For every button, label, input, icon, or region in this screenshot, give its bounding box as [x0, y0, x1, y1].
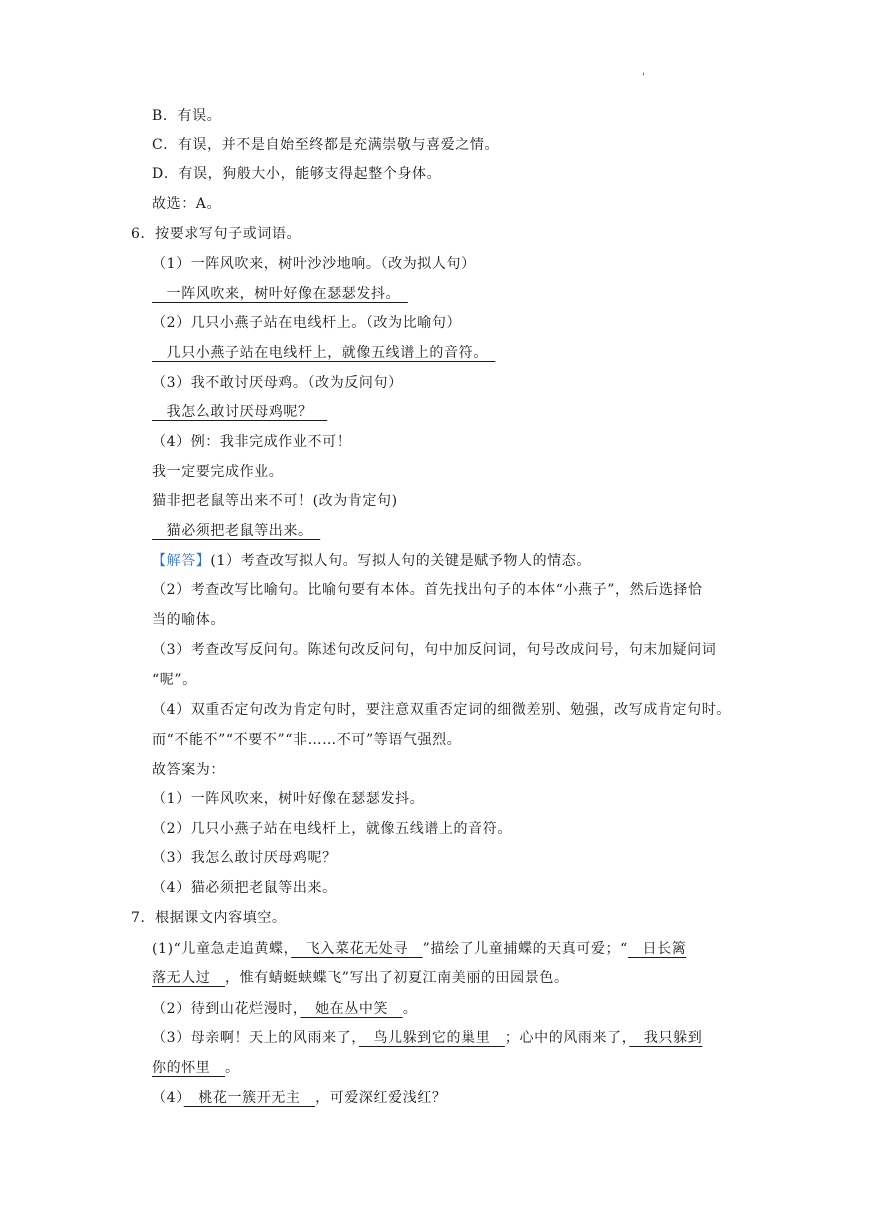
q6-summary-2: （2）几只小燕子站在电线杆上，就像五线谱上的音符。 — [152, 821, 512, 837]
q7-l3-text-a: （2）待到山花烂漫时， — [152, 1001, 301, 1017]
q6-answer-4: 猫必须把老鼠等出来。 — [152, 523, 321, 539]
q6-explain-1 — [152, 551, 591, 571]
q7-l4-text-c: ；心中的风雨来了， — [504, 1030, 630, 1046]
q6-title: 6．按要求写句子或词语。 — [131, 226, 302, 242]
q7-blank-6: 桃花一簇开无主 — [183, 1090, 316, 1106]
q6-prompt-4: （4）例：我非完成作业不可！ — [152, 434, 352, 450]
q7-l3-text-c: 。 — [402, 1001, 418, 1017]
q6-prompt-2: （2）几只小燕子站在电线杆上。（改为比喻句） — [152, 315, 462, 331]
q6-summary-3: （3）我怎么敢讨厌母鸡呢？ — [152, 850, 337, 866]
q6-answer-3: 我怎么敢讨厌母鸡呢？ — [152, 404, 328, 420]
q5-option-b: B．有误。 — [152, 108, 222, 124]
q7-line-2 — [152, 968, 569, 988]
q7-l1-text-c: ”描绘了儿童捕蝶的天真可爱；“ — [422, 941, 628, 957]
q7-line-5 — [152, 1058, 240, 1078]
q7-blank-2-part1: 日长篱 — [627, 941, 687, 957]
q6-explain-2-line1: （2）考查改写比喻句。比喻句要有本体。首先找出句子的本体“小燕子”，然后选择恰 — [152, 582, 703, 598]
q7-line-1 — [152, 939, 686, 959]
q7-blank-1: 飞入菜花无处寻 — [291, 941, 423, 957]
q6-answer-1: 一阵风吹来，树叶好像在瑟瑟发抖。 — [152, 286, 408, 302]
q6-answer-title: 故答案为： — [152, 762, 225, 778]
q6-prompt-4-question: 猫非把老鼠等出来不可！(改为肯定句) — [152, 493, 398, 509]
q7-l4-text-a: （3）母亲啊！天上的风雨来了， — [152, 1030, 359, 1046]
q7-line-6 — [152, 1088, 447, 1108]
q6-summary-1: （1）一阵风吹来，树叶好像在瑟瑟发抖。 — [152, 791, 425, 807]
q7-blank-2-part2: 落无人过 — [152, 970, 225, 986]
q6-prompt-3: （3）我不敢讨厌母鸡。（改为反问句） — [152, 375, 403, 391]
q6-explain-3-line1: （3）考查改写反问句。陈述句改反问句，句中加反问词，句号改成问号，句末加疑问词 — [152, 642, 717, 658]
q5-choice: 故选：A。 — [152, 196, 222, 212]
q5-option-d: D．有误，狗般大小，能够支得起整个身体。 — [152, 166, 442, 182]
q7-blank-5-part1: 我只躲到 — [629, 1030, 703, 1046]
q6-explain-4-line1: （4）双重否定句改为肯定句时，要注意双重否定词的细微差别、勉强，改写成肯定句时。 — [152, 702, 731, 718]
q6-explain-1-text: (1）考查改写拟人句。写拟人句的关键是赋予物人的情态。 — [210, 553, 591, 569]
q7-blank-5-part2: 你的怀里 — [152, 1060, 225, 1076]
q7-blank-3: 她在丛中笑 — [300, 1001, 403, 1017]
q7-title: 7．根据课文内容填空。 — [131, 910, 287, 926]
q6-prompt-4-example: 我一定要完成作业。 — [152, 464, 284, 480]
q7-l2-text: ，惟有蜻蜓蛱蝶飞”写出了初夏江南美丽的田园景色。 — [225, 970, 569, 986]
q7-blank-4: 鸟儿躲到它的巢里 — [358, 1030, 505, 1046]
q7-l1-text-a: (1)“儿童急走追黄蝶， — [152, 941, 292, 957]
q7-line-3 — [152, 999, 417, 1019]
q6-answer-2: 几只小燕子站在电线杆上，就像五线谱上的音符。 — [152, 345, 496, 361]
q6-explain-2-line2: 当的喻体。 — [152, 612, 225, 628]
q7-l5-text: 。 — [225, 1060, 240, 1076]
q7-l6-text-a: （4） — [152, 1090, 184, 1106]
q6-explain-3-line2: “呢”。 — [152, 672, 197, 688]
q6-explain-4-line2: 而“不能不”“不要不”“非……不可”等语气强烈。 — [152, 732, 462, 748]
q7-line-4 — [152, 1028, 702, 1048]
q7-l6-text-c: ，可爱深红爱浅红？ — [315, 1090, 447, 1106]
q5-option-c: C．有误，并不是自始至终都是充满崇敬与喜爱之情。 — [152, 137, 500, 153]
page-mark: ' — [642, 72, 645, 83]
q6-summary-4: （4）猫必须把老鼠等出来。 — [152, 880, 337, 896]
q6-prompt-1: （1）一阵风吹来，树叶沙沙地响。（改为拟人句） — [152, 256, 476, 272]
jieda-tag: 【解答】 — [152, 553, 211, 569]
